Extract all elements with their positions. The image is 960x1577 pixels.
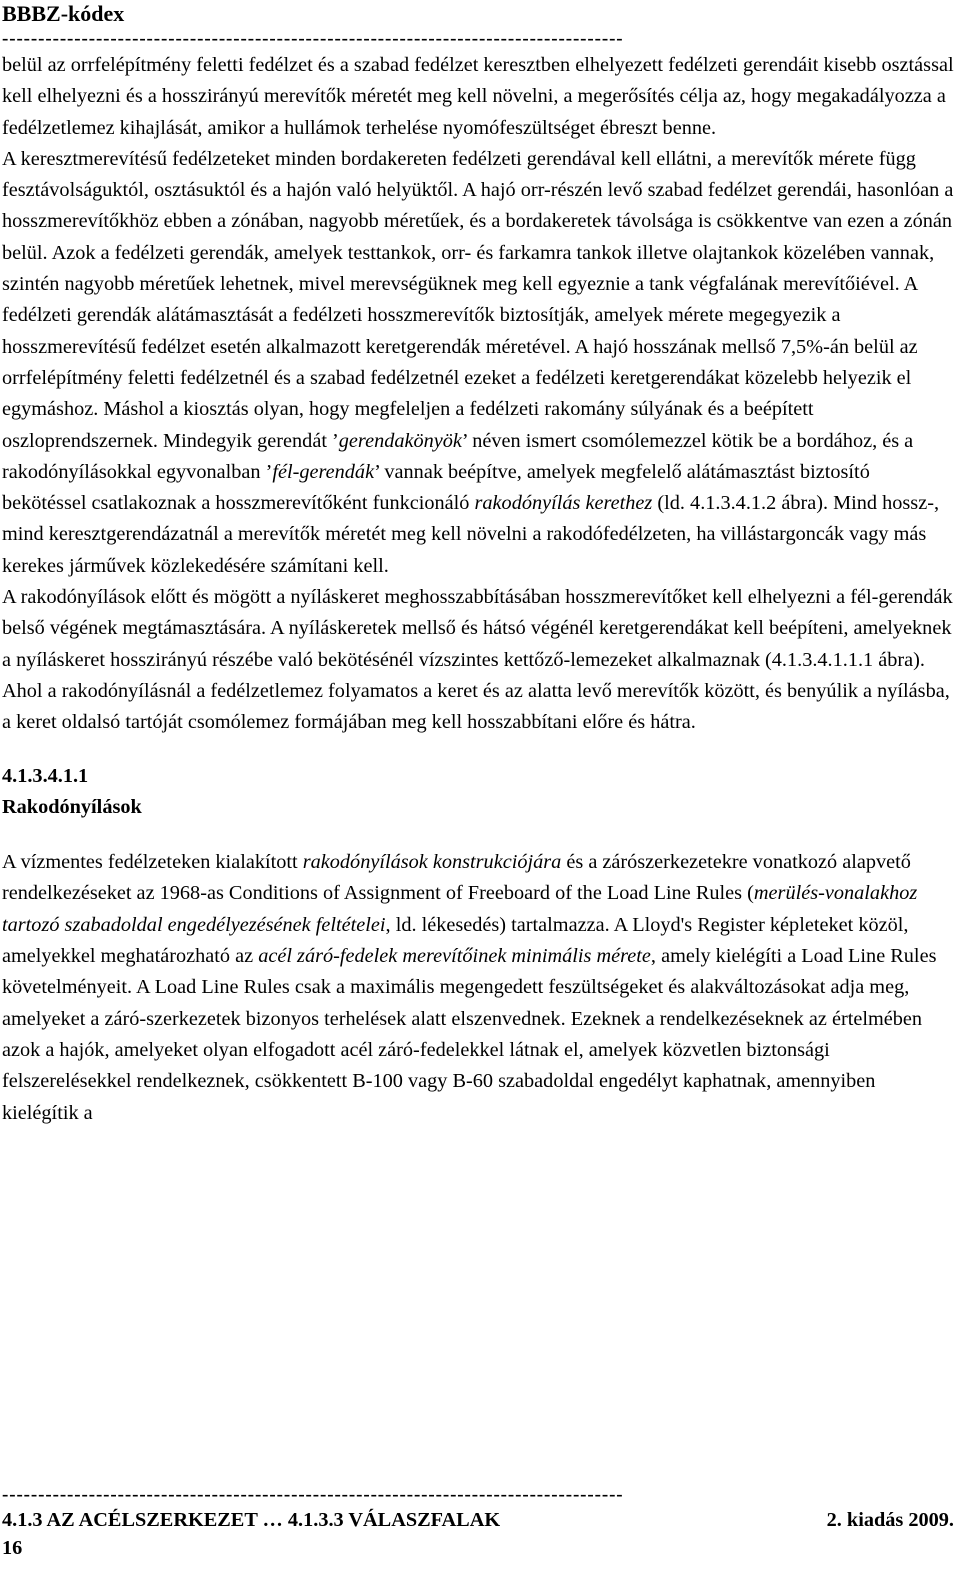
section-number: 4.1.3.4.1.1 — [2, 764, 89, 787]
italic-text-run: rakodónyílások konstrukciójára — [302, 851, 562, 874]
italic-text-run: gerendakönyök — [338, 429, 462, 452]
text-run: ’ néven ismert csomólemezzel kötik be a bordához, és a rakodónyílásokkal egyvonalban ’ — [2, 429, 914, 483]
italic-text-run: fél-gerendák — [272, 460, 375, 483]
text-run: A rakodónyílások előtt és mögött a nyíláskeret meghosszabbításában hosszmerevítőket kell elhelyezni a fél-gerendák belső végének megtámasztására. A nyíláskeretek mellső és hátsó végénél keretgerendákat kell beépíteni, amelyeknek a nyíláskeret hosszirányú részébe való bekötésénél vízszintes kettőző-lemezeket alkalmaznak (4.1.3.4.1.1.1 ábra). Ahol a rakodónyílásnál a fedélzetlemez folyamatos a keret és az alatta levő merevítők között, és benyúlik a nyílásba, a keret oldalsó tartóját csomólemez formájában meg kell hosszabbítani előre és hátra. — [2, 586, 953, 734]
italic-text-run: acél záró-fedelek merevítőinek minimális mérete — [258, 945, 651, 968]
text-run: (ld. 4.1.3.4.1.2 ábra). Mind hossz-, mind keresztgerendázatnál a merevítők méretét meg kell növelni a rakodófedélzeten, ha villástargoncák vagy más kerekes járművek közlekedésére számítani kell. — [2, 492, 940, 577]
footer-divider: -------------------------------------------------------------------------------------- — [2, 1484, 624, 1505]
text-run: , ld. lékesedés) tartalmazza. A Lloyd's Register képleteket közöl, amelyekkel meghatározható az — [2, 913, 909, 968]
section-title-spacer — [2, 823, 954, 847]
footer-row — [2, 1506, 954, 1534]
text-run: ’ vannak beépítve, amelyek megfelelő alátámasztást biztosító bekötéssel csatlakoznak a hosszmerevítőként funkcionáló — [2, 460, 870, 515]
paragraph-1 — [2, 50, 954, 144]
page-number: 16 — [2, 1537, 23, 1559]
text-run: belül az orrfelépítmény feletti fedélzet és a szabad fedélzet keresztben elhelyezett fedélzeti gerendáit kisebb osztással kell elhelyezni és a hosszirányú merevítők méretét meg kell növelni, a megerősítés célja az, hogy megakadályozza a fedélzetlemez kihajlását, amikor a hullámok terhelése nyomófeszültséget ébreszt benne. — [2, 54, 954, 139]
section-spacer — [2, 739, 954, 761]
text-run: , amely kielégíti a Load Line Rules követelményeit. A Load Line Rules csak a maximális megengedett feszültségeket és alakváltozásokat adja meg, amelyeket a záró-szerkezetek bizonyos terhelések alatt elszenvednek. Ezeknek a rendelkezéseknek az értelmében azok a hajók, amelyeket olyan elfogadott acél záró-fedelekkel látnak el, amelyek közvetlen biztonsági felszerelésekkel rendelkeznek, csökkentett B-100 vagy B-60 szabadoldal engedélyt kaphatnak, amennyiben kielégítik a — [2, 945, 937, 1124]
text-run: és a zárószerkezetekre vonatkozó alapvető rendelkezéseket az 1968-as Conditions of Assignment of Freeboard of the Load Line Rules ( — [2, 851, 911, 905]
main-text — [2, 50, 954, 739]
section-text — [2, 847, 954, 1129]
paragraph-3 — [2, 582, 954, 738]
header-divider: -------------------------------------------------------------------------------------- — [2, 28, 624, 49]
italic-text-run: merülés-vonalakhoz tartozó szabadoldal engedélyezésének feltételei — [2, 882, 918, 936]
section-title: Rakodónyílások — [2, 795, 142, 818]
page-footer — [2, 1484, 954, 1562]
paragraph-2 — [2, 144, 954, 582]
paragraph-4 — [2, 847, 954, 1129]
text-run: A keresztmerevítésű fedélzeteket minden bordakereten fedélzeti gerendával kell ellátni, a merevítők mérete függ fesztávolságuktól, osztásuktól és a hajón való helyüktől. A hajó orr-részén levő szabad fedélzet gerendái, hasonlóan a hosszmerevítőkhöz ebben a zónában, nagyobb méretűek, és a bordakeretek távolsága is csökkentve van ezen a zónán belül. Azok a fedélzeti gerendák, amelyek testtankok, orr- és farkamra tankok illetve olajtankok közelében vannak, szintén nagyobb méretűek lehetnek, mivel merevségüknek meg kell egyeznie a tank végfalának merevítőiével. A fedélzeti gerendák alátámasztását a fedélzeti hosszmerevítők biztosítják, amelyek mérete megegyezik a hosszmerevítésű fedélzet esetén alkalmazott keretgerendák méretével. A hajó hosszának mellső 7,5%-án belül az orrfelépítmény feletti fedélzetnél és a szabad fedélzetnél ezeket a fedélzeti keretgerendákat közelebb helyezik el egymáshoz. Máshol a kiosztás olyan, hogy megfeleljen a fedélzeti rakomány súlyának és a beépített oszloprendszernek. Mindegyik gerendát ’ — [2, 147, 954, 452]
text-run: A vízmentes fedélzeteken kialakított — [2, 851, 303, 874]
document-header-title: BBBZ-kódex — [2, 1, 125, 26]
italic-text-run: rakodónyílás kerethez — [474, 492, 653, 515]
footer-edition: 2. kiadás 2009. — [826, 1509, 954, 1531]
footer-chapter: 4.1.3 AZ ACÉLSZERKEZET … 4.1.3.3 VÁLASZFALAK — [2, 1509, 501, 1531]
